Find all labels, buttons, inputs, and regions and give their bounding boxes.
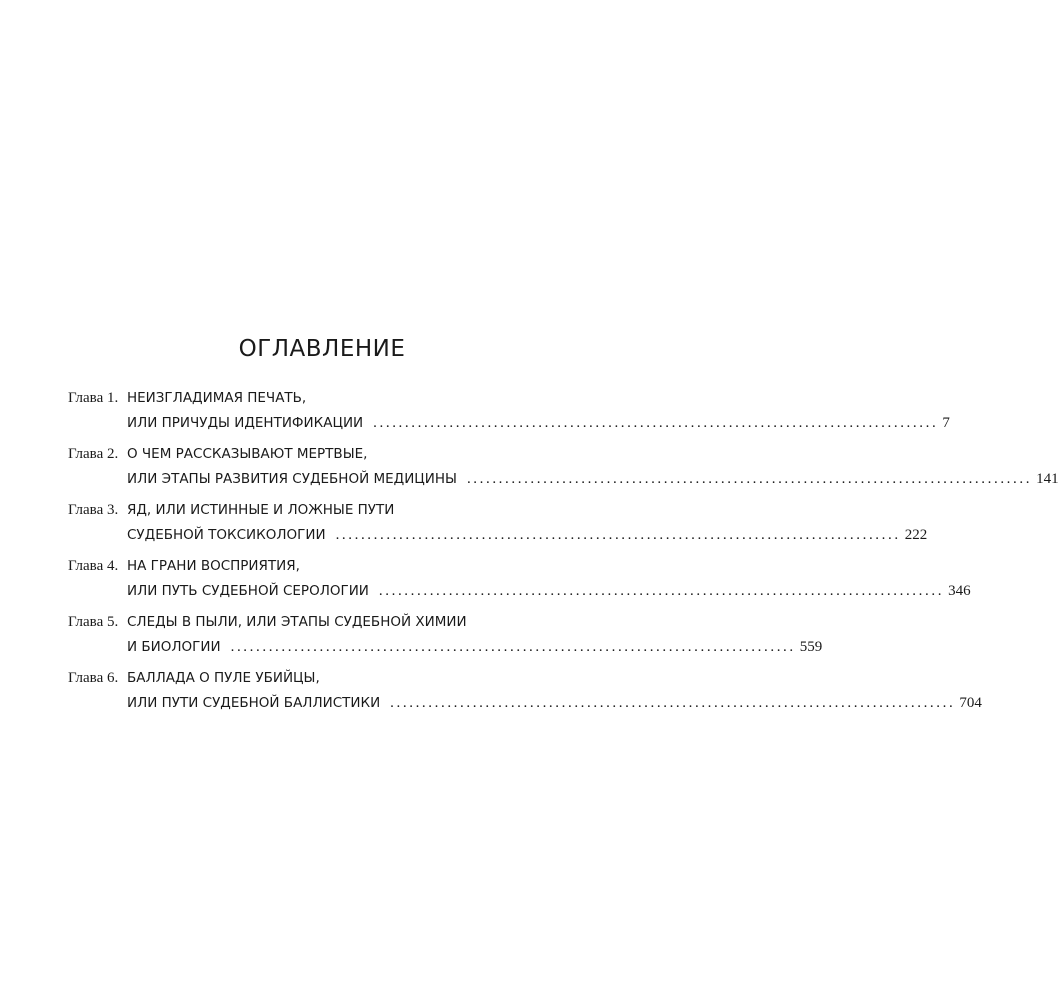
chapter-label: Глава 6.	[68, 670, 119, 686]
chapter-label: Глава 3.	[68, 502, 119, 518]
chapter-title-line-2: ИЛИ ПРИЧУДЫ ИДЕНТИФИКАЦИИ	[127, 415, 364, 431]
chapter-title-line-1: НА ГРАНИ ВОСПРИЯТИЯ,	[127, 558, 300, 574]
chapter-title-line-2: ИЛИ ПУТИ СУДЕБНОЙ БАЛЛИСТИКИ	[127, 695, 381, 711]
chapter-title	[127, 442, 1059, 498]
chapter-title-line-1: О ЧЕМ РАССКАЗЫВАЮТ МЕРТВЫЕ,	[127, 446, 368, 462]
chapter-title-line-1: НЕИЗГЛАДИМАЯ ПЕЧАТЬ,	[127, 390, 307, 406]
dot-leader: .........................................................................................	[373, 415, 939, 431]
chapter-title-line-2: ИЛИ ЭТАПЫ РАЗВИТИЯ СУДЕБНОЙ МЕДИЦИНЫ	[127, 471, 457, 487]
page-number: 559	[799, 639, 823, 655]
toc-entry-chapter-4[interactable]	[68, 554, 971, 610]
page-number: 704	[959, 695, 982, 711]
toc-entry-chapter-3[interactable]	[68, 498, 928, 554]
dot-leader: .........................................................................................	[335, 527, 901, 543]
dot-leader: .........................................................................................	[466, 471, 1033, 487]
dot-leader: .........................................................................................	[390, 695, 956, 711]
toc-entry-chapter-5[interactable]	[68, 610, 823, 666]
toc-entry-chapter-2[interactable]	[68, 442, 1059, 498]
chapter-label: Глава 2.	[68, 446, 119, 462]
chapter-title-line-2: ИЛИ ПУТЬ СУДЕБНОЙ СЕРОЛОГИИ	[127, 583, 369, 599]
chapter-title-line-1: ЯД, ИЛИ ИСТИННЫЕ И ЛОЖНЫЕ ПУТИ	[127, 502, 395, 518]
chapter-title-line-1: СЛЕДЫ В ПЫЛИ, ИЛИ ЭТАПЫ СУДЕБНОЙ ХИМИИ	[127, 614, 467, 630]
chapter-title	[127, 554, 971, 610]
dot-leader: .........................................................................................	[230, 639, 796, 655]
chapter-title-line-1: БАЛЛАДА О ПУЛЕ УБИЙЦЫ,	[127, 670, 320, 686]
page-number: 222	[904, 527, 928, 543]
toc-entry-chapter-1[interactable]	[68, 386, 950, 442]
dot-leader: .........................................................................................	[378, 583, 945, 599]
page-number: 346	[948, 583, 971, 599]
chapter-label: Глава 5.	[68, 614, 119, 630]
table-of-contents	[68, 386, 1059, 722]
chapter-label: Глава 1.	[68, 390, 119, 406]
toc-entry-chapter-6[interactable]	[68, 666, 982, 722]
page-number: 7	[942, 415, 950, 431]
chapter-title-line-2: СУДЕБНОЙ ТОКСИКОЛОГИИ	[127, 527, 326, 543]
chapter-title	[127, 386, 950, 442]
page-number: 141	[1036, 471, 1059, 487]
chapter-title	[127, 610, 822, 666]
chapter-title	[127, 666, 982, 722]
page-title: ОГЛАВЛЕНИЕ	[238, 336, 406, 362]
chapter-label: Глава 4.	[68, 558, 119, 574]
chapter-title-line-2: И БИОЛОГИИ	[127, 639, 221, 655]
chapter-title	[127, 498, 927, 554]
